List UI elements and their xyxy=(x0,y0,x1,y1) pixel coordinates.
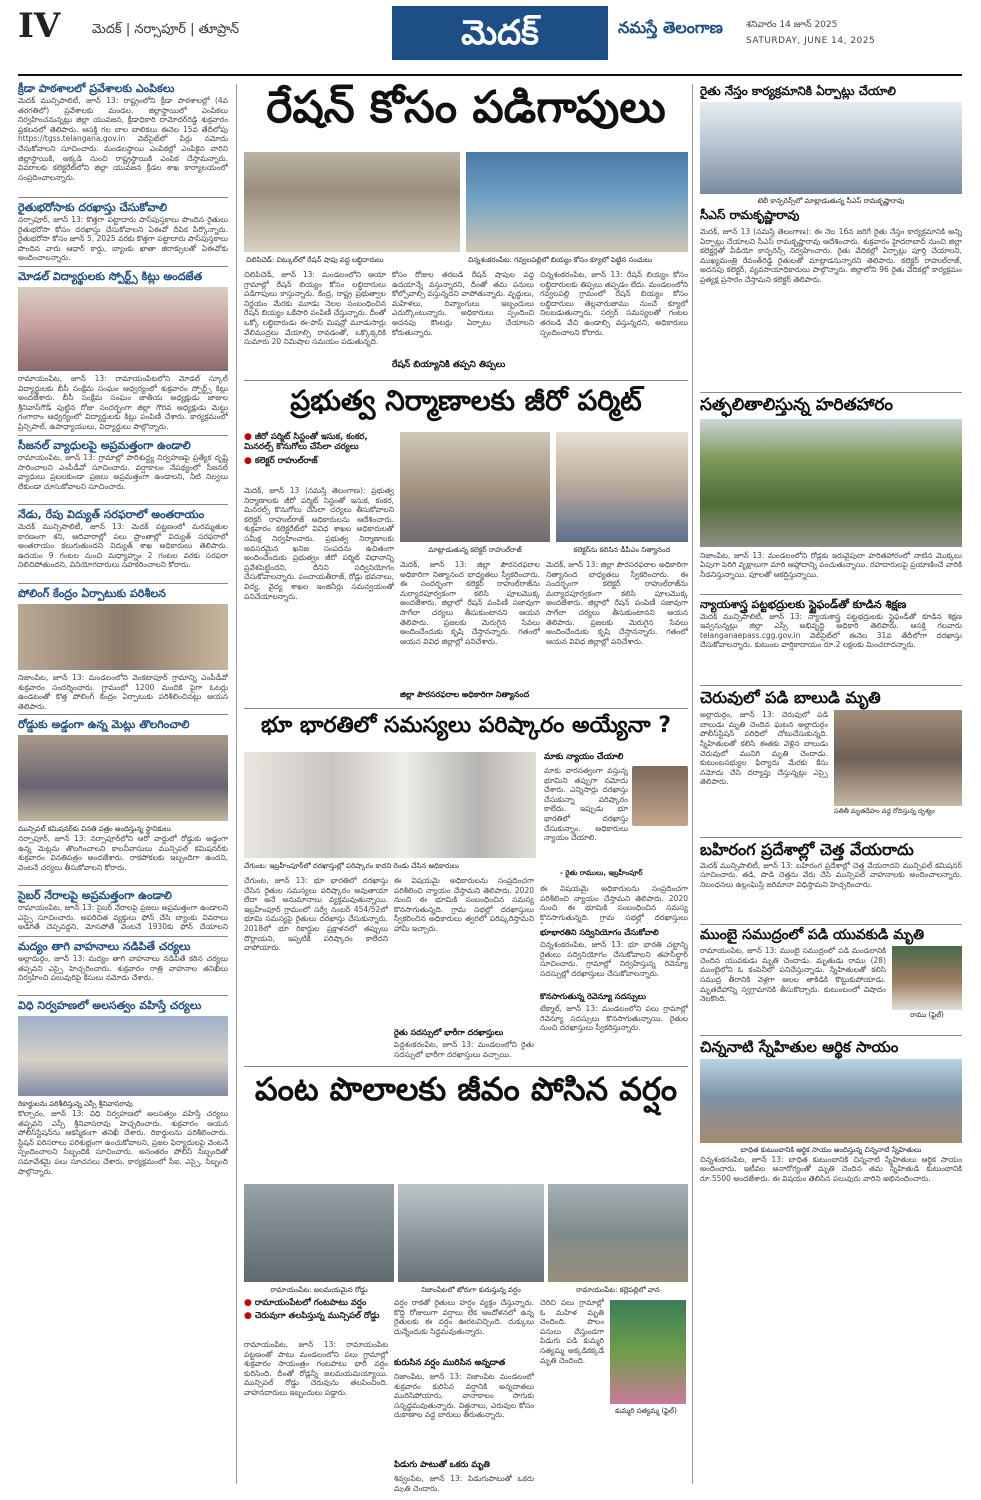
bhu-text-5: పెద్దశంకరంపేట, జూన్ 13: మండలంలోని రైతు సదస్సులో భారీగా దరఖాస్తులు వచ్చాయి. xyxy=(394,1040,534,1059)
brief-text: నర్సాపూర్, జూన్ 13: నర్సాపూర్‌లోని ఆరో వార్డులో రోడ్డుకు అడ్డంగా ఉన్న మెట్లను తొలగించాలని కాలనీవాసులు మున్సిపల్ కమిషనర్‌కు శుక్రవారం వినతిపత్రం అందజేశారు. రాకపోకలకు ఇబ్బందిగా ఉందని, వెంటనే చర్యలు తీసుకోవాలని కోరారు. xyxy=(18,834,228,872)
zero-permit-headline: ప్రభుత్వ నిర్మాణాలకు జీరో పర్మిట్ xyxy=(290,384,642,417)
separator xyxy=(18,504,228,505)
ration-caption-1: చిలిపిచెడ్: చిట్కుల్‌లో రేషన్ షాపు వద్ద లబ్ధిదారులు xyxy=(246,256,384,264)
brief-text: కొల్చారం, జూన్ 13: విధి నిర్వహణలో అలసత్వం వహిస్తే చర్యలు తప్పవని ఎస్పీ శ్రీనివాసరావు హెచ్చరించారు. శుక్రవారం ఆయన పోలీస్‌స్టేషన్‌ను ఆకస్మికంగా తనిఖీ చేశారు. రికార్డులను పరిశీలించారు. స్టేషన్ పరిసరాలు పరిశుభ్రంగా ఉంచుకోవాలని, ప్రజల ఫిర్యాదులపై వెంటనే స్పందించాలని సిబ్బందికి సూచించారు. అనంతరం పోలీస్ సిబ్బందితో సమావేశమై పలు సూచనలు చేశారు. కార్యక్రమంలో సీఐ, ఎస్సై, సిబ్బంది పాల్గొన్నారు. xyxy=(18,1109,228,1176)
rain-photo-3 xyxy=(548,1184,688,1282)
satyamma-caption: కుమ్మరి సత్యమ్మ (ఫైల్) xyxy=(615,1407,677,1415)
bullet-point xyxy=(244,1298,388,1308)
bullet-text: కలెక్టర్ రాహుల్‌రాజ్ xyxy=(254,456,318,466)
rain-headline: పంట పొలాలకు జీవం పోసిన వర్షం xyxy=(254,1070,678,1108)
page-number: IV xyxy=(18,6,61,46)
rain-text-4: చెరిచి పలు గ్రామాల్లో ఓ మహిళ మృతి చెందింది. పొలం పనులు చేస్తుండగా పిడుగు పడి కుమ్మరి సత్యమ్మ అక్కడికక్కడే మృతి చెందింది. xyxy=(540,1298,604,1365)
mumbai-text: రామాయంపేట, జూన్ 13: ముంబై సముద్రంలో పడి మండలానికి చెందిన యువకుడు మృతి చెందాడు. మృతుడు రాము (28) ముంబైలోని ఓ కంపెనీలో పనిచేస్తున్నాడు. స్నేహితులతో కలిసి సముద్ర తీరానికి వెళ్లగా అలల తాకిడికి కొట్టుకుపోయాడు. మృతదేహాన్ని స్వగ్రామానికి తీసుకొచ్చారు. కుటుంబంలో విషాదం నెలకొంది. xyxy=(700,946,886,1004)
rain-subhead-4: పిడుగు పాటుతో ఒకరు మృతి xyxy=(394,1460,490,1470)
separator xyxy=(18,714,228,715)
bhu-subhead-2: కొనసాగుతున్న రెవెన్యూ సదస్సులు xyxy=(540,992,646,1001)
left-briefs xyxy=(18,82,228,1243)
bhu-text-1: చేగుంట, జూన్ 13: భూ భారతిలో దరఖాస్తు చేసిన రైతుల సమస్యలు పరిష్కారం అవుతాయా లేదా అనే అనుమానాలు వ్యక్తమవుతున్నాయి. ఇబ్రహీంపూర్ గ్రామంలో సర్వే నంబర్ 454/52లో భూమి సమస్యపై రైతులు దరఖాస్తు చేసుకున్నారు. 2018లో భూ రికార్డుల ప్రక్షాళనలో తప్పులు దొర్లాయని, ఇప్పటికీ పరిష్కారం కాలేదని వాపోయారు. xyxy=(244,876,388,953)
separator xyxy=(700,594,962,595)
cs-subhead: సీఎస్ రామకృష్ణారావు xyxy=(700,208,800,222)
bhu-subhead-1: భూభారతిని సద్వినియోగం చేసుకోవాలి xyxy=(540,928,659,937)
sneha-headline: చిన్ననాటి స్నేహితుల ఆర్థిక సాయం xyxy=(700,1038,899,1057)
brief-text: రామాయంపేట, జూన్ 13: గ్రామాల్లో పారిశుద్ధ్య నిర్వహణపై ప్రత్యేక దృష్టి సారించాలని ఎంపీడీవో సూచించారు. వర్షాకాలం నేపథ్యంలో సీజనల్ వ్యాధులు ప్రబలకుండా ప్రజలు అప్రమత్తంగా ఉండాలని, నీటి నిల్వలు లేకుండా చూసుకోవాలని సూచించారు. xyxy=(18,453,228,491)
separator xyxy=(700,837,962,838)
separator xyxy=(18,197,228,198)
documents-caption: చేగుంట: ఇబ్రహీంపూర్‌లో దరఖాస్తుల్లో పరిష్కారం కాదని రెండు చేసిన అధికారులు xyxy=(244,862,460,870)
separator xyxy=(18,885,228,886)
rain-text-2: వర్షం రాకతో రైతులు హర్షం వ్యక్తం చేస్తున్నారు. కొద్ది రోజులుగా వర్షాలు లేక ఆందోళనలో ఉన్న రైతులకు ఈ వర్షం ఊరటనిచ్చింది. దుక్కులు దున్నేందుకు సిద్ధమవుతున్నారు. xyxy=(394,1298,534,1336)
bullet-icon: ● xyxy=(244,456,252,466)
separator xyxy=(18,936,228,937)
bhu-text-2b: ఈ విషయమై అధికారులను సంప్రదించగా పరిశీలించి న్యాయం చేస్తామని తెలిపారు. 2020 నుంచి ఈ భూమికి సంబంధించిన సమస్య కొనసాగుతున్నది. గ్రామ సభల్లో దరఖాస్తులు xyxy=(540,884,688,922)
date-english: SATURDAY, JUNE 14, 2025 xyxy=(746,36,876,46)
brief-title: రైతుభరోసాకు దరఖాస్తు చేసుకోవాలి xyxy=(18,201,168,214)
dpm-photo xyxy=(556,432,688,542)
brief-text: మెదక్ మున్సిపాలిటీ, జూన్ 13: మెదక్ పట్టణంలో మరమ్మతుల కారణంగా శని, ఆదివారాల్లో పలు ప్రాంతాల్లో విద్యుత్ సరఫరాలో అంతరాయం కలుగుతుందని విద్యుత్ శాఖ అధికారులు తెలిపారు. ఉదయం 9 గంటల నుంచి మధ్యాహ్నం 2 గంటల వరకు సరఫరా నిలిచిపోతుందని, వినియోగదారులు సహకరించాలని కోరారు. xyxy=(18,522,228,570)
column-divider-left xyxy=(236,84,237,1484)
ration-subhead: రేషన్ బియ్యానికి తప్పని తిప్పలు xyxy=(392,360,506,370)
rain-photo-2 xyxy=(398,1184,544,1282)
brief-title: సైబర్ నేరాలపై అప్రమత్తంగా ఉండాలి xyxy=(18,889,172,902)
cheru-text: అల్లాదుర్గం, జూన్ 13: చెరువులో పడి బాలుడు మృతి చెందిన ఘటన అల్లాదుర్గం పోలీస్‌స్టేషన్ పరిధిలో చోటుచేసుకున్నది. స్నేహితులతో కలిసి ఈతకు వెళ్లిన బాలుడు చెరువులో మునిగి మృతి చెందాడు. కుటుంబసభ్యుల ఫిర్యాదు మేరకు కేసు నమోదు చేసి దర్యాప్తు చేస్తున్నట్లు ఎస్సై తెలిపారు. xyxy=(700,710,828,787)
rain-text-5: శివ్వంపేట, జూన్ 13: పిడుగుపాటుతో ఒకరు మృతి చెందారు. xyxy=(394,1474,534,1492)
rain-text-1: రామాయంపేట, జూన్ 13: రామాయంపేట పట్టణంతో పాటు మండలంలోని పలు గ్రామాల్లో శుక్రవారం సాయంత్రం గంటపాటు భారీ వర్షం కురిసింది. దీంతో రోడ్లన్నీ జలమయమయ్యాయి. మున్సిపల్ రోడ్డు చెరువును తలపించింది. వాహనదారులు ఇబ్బందులు పడ్డారు. xyxy=(244,1340,388,1397)
collector-photo xyxy=(400,432,550,542)
documents-photo xyxy=(244,752,536,858)
column-divider-right xyxy=(692,84,693,1484)
rythu-text: మెదక్, జూన్ 13 (నమస్తే తెలంగాణ): ఈ నెల 16న జరిగే రైతు నేస్తం కార్యక్రమానికి అన్ని ఏర్పాట్లు చేయాలని సీఎస్ రామకృష్ణారావు ఆదేశించారు. శుక్రవారం హైదరాబాద్ నుంచి జిల్లా కలెక్టర్లతో వీడియో కాన్ఫరెన్స్ నిర్వహించారు. రైతు వేదికల్లో ఏర్పాట్లు పూర్తి చేయాలని, ముఖ్యమంత్రి రేవంత్‌రెడ్డి రైతులతో మాట్లాడనున్నారని తెలిపారు. కలెక్టర్ రాహుల్‌రాజ్, అదనపు కలెక్టర్, వ్యవసాయాధికారులు పాల్గొన్నారు. జిల్లాలోని 96 రైతు వేదికల్లో కార్యక్రమం ప్రత్యక్ష ప్రసారం చేస్తామని కలెక్టర్ తెలిపారు. xyxy=(700,227,962,284)
zero-text-1: మెదక్, జూన్ 13 (నమస్తే తెలంగాణ): ప్రభుత్వ నిర్మాణాలకు జీరో పర్మిట్ సిస్టంతో ఇసుక, కంకర, మినరల్స్ కొనుగోలు చేసేలా చర్యలు తీసుకోవాలని కలెక్టర్ రాహుల్‌రాజ్ అధికారులను ఆదేశించారు. శుక్రవారం కలెక్టరేట్‌లో వివిధ శాఖల అధికారులతో సమీక్ష నిర్వహించారు. ప్రభుత్వ నిర్మాణాలకు అవసరమైన ఖనిజ సంపదను ఉచితంగా అందించేందుకు ప్రభుత్వం జీరో పర్మిట్ విధానాన్ని ప్రవేశపెట్టిందని, దీనిని సద్వినియోగం చేసుకోవాలన్నారు. పంచాయతీరాజ్, రోడ్లు భవనాలు, విద్య, వైద్య శాఖల ఇంజినీర్లు సమన్వయంతో పనిచేయాలన్నారు. xyxy=(244,486,394,601)
ramu-photo xyxy=(892,946,962,1010)
zero-bullets xyxy=(244,432,396,466)
cs-caption: టెలీ కాన్ఫరెన్స్‌లో మాట్లాడుతున్న సీఎస్ రామకృష్ణారావు xyxy=(757,197,905,205)
cheru-photo-wrap xyxy=(834,710,962,834)
bullet-icon: ● xyxy=(244,1311,252,1321)
bhu-text-4: టేక్మాల్, జూన్ 13: మండలంలోని పలు గ్రామాల్లో రెవెన్యూ సదస్సులు కొనసాగుతున్నాయి. రైతుల నుంచి దరఖాస్తులు స్వీకరిస్తున్నారు. xyxy=(540,1004,688,1033)
nyaya-headline: న్యాయశాస్త్ర పట్టభద్రులకు స్టైఫండ్‌తో కూడిన శిక్షణ xyxy=(700,597,907,611)
brief-text: రామాయంపేట, జూన్ 13: సైబర్ నేరాలపై ప్రజలు అప్రమత్తంగా ఉండాలని ఎస్సై సూచించారు. అపరిచిత వ్యక్తులు ఫోన్ చేసి బ్యాంకు వివరాలు అడిగితే చెప్పవద్దని, మోసపోతే వెంటనే 1930కు ఫోన్ చేయాలని xyxy=(18,903,228,932)
haritha-text: నిజాంపేట, జూన్ 13: మండలంలోని రోడ్లకు ఇరువైపులా హరితహారంలో నాటిన మొక్కలు ఏపుగా పెరిగి వృక్షాలుగా మారి ఆహ్లాదాన్ని పంచుతున్నాయి. రహదారులపై ప్రయాణించే వారికి నీడనిస్తున్నాయి. పూలతో ఆకర్షిస్తున్నాయి. xyxy=(700,550,962,579)
zero-text-3: మెదక్, జూన్ 13: జిల్లా పౌరసరఫరాల అధికారిగా నిత్యానంద బాధ్యతలు స్వీకరించారు. ఈ సందర్భంగా కలెక్టర్ రాహుల్‌రాజ్‌ను మర్యాదపూర్వకంగా కలిసి పూలమొక్క అందజేశారు. జిల్లాలో రేషన్ పంపిణీ సజావుగా సాగేలా చర్యలు తీసుకుంటానని ఆయన తెలిపారు. ప్రజలకు మెరుగైన సేవలు అందించేందుకు కృషి చేస్తానన్నారు. గతంలో ఆయన వివిధ జిల్లాల్లో పనిచేశారు. xyxy=(546,560,688,646)
quote-text: మాకు వారసత్వంగా వస్తున్న భూమిని తప్పుగా నమోదు చేశారు. ఎన్నిసార్లు దరఖాస్తు చేసుకున్నా పరిష్కారం కాలేదు. ఇప్పుడు భూ భారతిలో దరఖాస్తు చేసుకున్నాం. అధికారులు న్యాయం చేయాలి. xyxy=(544,766,628,843)
dpm-caption: కలెక్టర్‌ను కలిసిన డీపీఎం నిత్యానంద xyxy=(573,546,671,554)
quote-byline: - రైతు రాములు, ఇబ్రహీంపూర్ xyxy=(560,869,643,877)
ramu-caption: రాము (ఫైల్) xyxy=(910,1011,944,1020)
rain-caption-1: రామాయంపేట: జలమయమైన రోడ్డు xyxy=(270,1286,368,1294)
brief-title: సీజనల్ వ్యాధులపై అప్రమత్తంగా ఉండాలి xyxy=(18,439,191,452)
brief-title: పోలింగ్ కేంద్రం ఏర్పాటుకు పరిశీలన xyxy=(18,587,166,600)
ration-headline: రేషన్ కోసం పడిగాపులు xyxy=(266,82,666,133)
separator xyxy=(18,435,228,436)
edition-banner: మెదక్ xyxy=(392,6,608,60)
rain-subhead-3: కురుసిన వర్షం మురిసిన అన్నదాత xyxy=(394,1358,506,1368)
brief-title: మద్యం తాగి వాహనాలు నడిపితే చర్యలు xyxy=(18,940,191,953)
sneha-text: చిన్నశంకరంపేట, జూన్ 13: బాధిత కుటుంబానికి చిన్ననాటి స్నేహితులు ఆర్థిక సాయం అందించారు. ఇటీవల అనారోగ్యంతో మృతి చెందిన తమ స్నేహితుడి కుటుంబానికి రూ.5500 అందజేశారు. ఈ విషయం తెలిసిన పలువురు వారిని అభినందించారు. xyxy=(700,1154,962,1183)
bullet-text: జీరో పర్మిట్ సిస్టంతో ఇసుక, కంకర, మినరల్స్ కొనుగోలు చేసేలా చర్యలు xyxy=(244,432,368,452)
separator xyxy=(700,1035,962,1036)
bullet-point xyxy=(244,456,396,466)
sp-photo xyxy=(18,1016,228,1096)
ration-photo-1 xyxy=(244,152,460,252)
separator xyxy=(244,1066,688,1067)
cs-photo xyxy=(700,102,962,194)
photo-caption: మున్సిపల్ కమిషనర్‌కు వినతి పత్రం అందిస్తున్న స్థానికులు xyxy=(18,825,171,833)
friends-caption: బాధిత కుటుంబానికి ఆర్థిక సాయం అందిస్తున్న చిన్ననాటి స్నేహితులు xyxy=(740,1145,922,1154)
petition-photo xyxy=(18,735,228,821)
brief-text: రామాయంపేట, జూన్ 13: రామాయంపేటలోని మోడల్ స్కూల్ విద్యార్థులకు బీసీ సంక్షేమ సంఘం ఆధ్వర్యంలో శుక్రవారం స్పోర్ట్స్ కిట్లు అందజేశారు. బీసీ సంక్షేమ సంఘం జాతీయ అధ్యక్షుడు జాజుల శ్రీనివాస్‌గౌడ్ పుట్టిన రోజు సందర్భంగా జిల్లా గౌరవ అధ్యక్షుడు మెట్టు గంగారాం ఆధ్వర్యంలో విద్యార్థులకు కిట్లు పంపిణీ చేశారు. కార్యక్రమంలో ప్రిన్సిపాల్, ఉపాధ్యాయులు, విద్యార్థులు పాల్గొన్నారు. xyxy=(18,374,228,431)
cheru-headline: చెరువులో పడి బాలుడి మృతి xyxy=(700,687,881,707)
ration-text-3: చిన్నశంకరంపేట, జూన్ 13: రేషన్ బియ్యం కోసం లబ్ధిదారులకు తిప్పలు తప్పడం లేదు. మండలంలోని గవ్వలపల్లి గ్రామంలో రేషన్ బియ్యం కోసం లబ్ధిదారులు తెల్లవారుజాము నుంచే క్యూలో నిలబడుతున్నారు. సర్వర్ సమస్యలతో గంటల తరబడి వేచి ఉండాల్సి వస్తున్నదని, అధికారులు స్పందించాలని కోరారు. xyxy=(540,270,688,337)
brief-text: నర్సాపూర్, జూన్ 13: కొత్తగా పట్టాదారు పాస్‌పుస్తకాలు పొందిన రైతులు రైతుభరోసా కోసం దరఖాస్తు చేసుకోవాలని ఏఈవో దీపిక పేర్కొన్నారు. రైతుభరోసా కోసం జూన్ 5, 2025 వరకు కొత్తగా పట్టాదారు పాస్‌పుస్తకాలు పొందిన వారు ఆధార్ కార్డు, బ్యాంకు ఖాతా జిరాక్సులతో ఏఈవోకు అందించాలన్నారు. xyxy=(18,215,228,263)
bahi-text: మెదక్ మున్సిపాలిటీ, జూన్ 13: బహిరంగ ప్రదేశాల్లో చెత్త వేయరాదని మున్సిపల్ కమిషనర్ సూచించారు. తడి, పొడి చెత్తను వేరు చేసి మున్సిపల్ వాహనాలకు అందించాలన్నారు. నిబంధనలు ఉల్లంఘిస్తే జరిమానా విధిస్తామని హెచ్చరించారు. xyxy=(700,860,962,890)
separator xyxy=(244,708,688,709)
brief-title: క్రీడా పాఠశాలలో ప్రవేశాలకు ఎంపికలు xyxy=(18,82,175,95)
bahi-headline: బహిరంగ ప్రదేశాల్లో చెత్త వేయరాదు xyxy=(700,840,914,860)
rain-caption-3: రామాయంపేట: కల్లెపల్లిలో వాన xyxy=(576,1286,660,1294)
cheru-caption: పతితీ మృతదేహం వద్ద రోదిస్తున్న దృశ్యం xyxy=(834,807,935,816)
separator xyxy=(18,583,228,584)
brief-text: అల్లాదుర్గం, జూన్ 13: మద్యం తాగి వాహనాలు నడిపితే కఠిన చర్యలు తప్పవని ఎస్సై హెచ్చరించారు. శుక్రవారం రాత్రి వాహనాల తనిఖీలు నిర్వహించి పలువురిపై కేసులు నమోదు చేశారు. xyxy=(18,954,228,983)
collector-caption: మాట్లాడుతున్న కలెక్టర్ రాహుల్‌రాజ్ xyxy=(428,546,522,554)
rain-caption-2: నిజాంపేటలో జోరుగా కురుస్తున్న వర్షం xyxy=(421,1286,521,1294)
mumbai-photo-wrap xyxy=(892,946,962,1032)
header-rule xyxy=(18,74,962,76)
rain-text-3: నిజాంపేట, జూన్ 13: నిజాంపేట మండలంలో శుక్రవారం కురిసిన వర్షానికి అన్నదాతలు మురిసిపోయారు. వానాకాలం సాగుకు సన్నద్ధమవుతున్నారు. విత్తనాలు, ఎరువుల కోసం దుకాణాల వద్ద బారులు తీరుతున్నారు. xyxy=(394,1372,534,1420)
bullet-point xyxy=(244,432,396,452)
separator xyxy=(18,995,228,996)
location-line: మెదక్ | నర్సాపూర్ | తూప్రాన్ xyxy=(92,22,240,37)
brief-text: మెదక్ మున్సిపాలిటీ, జూన్ 13: రాష్ట్రంలోని క్రీడా పాఠశాలల్లో (4వ తరగతిలో) ప్రవేశాలకు మండల, జిల్లాస్థాయిలో ఎంపికలు నిర్వహించనున్నట్లు జిల్లా యువజన, క్రీడాధికారి దామోదర్‌రెడ్డి శుక్రవారం ప్రకటనలో తెలిపారు. ఆసక్తి గల బాల బాలికలు ఈనెల 15వ తేదీలోపు https://tgss.telangana.gov.in వెబ్‌సైట్‌లో పేర్లు నమోదు చేసుకోవాలని సూచించారు. మండలస్థాయి ఎంపికల్లో ఎంపికైన వారిని జిల్లాస్థాయికి, అక్కడి నుంచి రాష్ట్రస్థాయికి ఎంపిక చేస్తామన్నారు. వివరాలకు కలెక్టరేట్‌లోని జిల్లా యువజన క్రీడల శాఖ కార్యాలయంలో సంప్రదించాలన్నారు. xyxy=(18,96,228,182)
bullet-text: రామాయంపేటలో గంటపాటు వర్షం xyxy=(254,1298,367,1308)
greenery-photo xyxy=(700,419,962,547)
rythu-headline: రైతు నేస్తం కార్యక్రమానికి ఏర్పాట్లు చేయాలి xyxy=(700,84,896,98)
mumbai-headline: ముంబై సముద్రంలో పడి యువకుడి మృతి xyxy=(700,926,925,943)
brief-text: నిజాంపేట, జూన్ 13: మండలంలోని వెంకటాపూర్ గ్రామాన్ని ఎంపీడీవో శుక్రవారం సందర్శించారు. గ్రామంలో 1200 మందికి పైగా ఓటర్లు ఉండటంతో కొత్త పోలింగ్ కేంద్రం ఏర్పాటుకు పరిశీలించినట్లు ఆయన తెలిపారు. xyxy=(18,673,228,711)
brief-title: నేడు, రేపు విద్యుత్ సరఫరాలో అంతరాయం xyxy=(18,508,205,521)
separator xyxy=(700,392,962,393)
cheru-block xyxy=(700,710,962,834)
zero-text-2: మెదక్, జూన్ 13: జిల్లా పౌరసరఫరాల అధికారిగా నిత్యానంద బాధ్యతలు స్వీకరించారు. ఈ సందర్భంగా కలెక్టర్ రాహుల్‌రాజ్‌ను మర్యాదపూర్వకంగా కలిసి పూలమొక్క అందజేశారు. జిల్లాలో రేషన్ పంపిణీ సజావుగా సాగేలా చర్యలు తీసుకుంటానని ఆయన తెలిపారు. ప్రజలకు మెరుగైన సేవలు అందించేందుకు కృషి చేస్తానన్నారు. గతంలో ఆయన వివిధ జిల్లాల్లో పనిచేశారు. xyxy=(400,560,540,646)
separator xyxy=(700,924,962,925)
date-telugu: శనివారం 14 జూన్ 2025 xyxy=(746,20,838,30)
brief-title: రోడ్డుకు అడ్డంగా ఉన్న మెట్లు తొలగించాలి xyxy=(18,718,190,731)
bhu-text-3: చిన్నశంకరంపేట, జూన్ 13: భూ భారతి చట్టాన్ని రైతులు సద్వినియోగం చేసుకోవాలని తహసీల్దార్ సూచించారు. గ్రామాల్లో నిర్వహిస్తున్న రెవెన్యూ సదస్సుల్లో దరఖాస్తులు చేసుకోవాలన్నారు. xyxy=(540,940,688,978)
nyaya-text: మెదక్ మున్సిపాలిటీ, జూన్ 13: న్యాయశాస్త్ర పట్టభద్రులకు స్టైఫండ్‌తో కూడిన శిక్షణ ఇవ్వనున్నట్లు జిల్లా ఎస్సీ అభివృద్ధి అధికారి తెలిపారు. ఆసక్తి గలవారు telanganaepass.cgg.gov.in వెబ్‌సైట్‌లో ఈనెల 31వ తేదీలోగా దరఖాస్తు చేసుకోవాలన్నారు. కుటుంబ వార్షికాదాయం రూ.2 లక్షలకు మించరాదన్నారు. xyxy=(700,611,962,650)
rain-subheads xyxy=(244,1298,388,1321)
zero-subhead: జిల్లా పౌరసరఫరాల అధికారిగా నిత్యానంద xyxy=(400,690,530,699)
separator xyxy=(700,685,962,686)
cheru-photo xyxy=(834,710,962,806)
haritha-headline: సత్ఫలితాలిస్తున్న హరితహారం xyxy=(700,395,894,415)
brand-name: నమస్తే తెలంగాణ xyxy=(618,18,723,37)
bullet-text: చెరువుగా తలపిస్తున్న మున్సిపల్ రోడ్డు xyxy=(254,1311,380,1321)
bullet-icon: ● xyxy=(244,1298,252,1308)
bhu-headline: భూ భారతిలో సమస్యలు పరిష్కారం అయ్యేనా ? xyxy=(260,713,672,738)
ration-photo-2 xyxy=(466,152,688,252)
quote-heading: మాకు న్యాయం చేయాలి xyxy=(544,752,624,762)
rain-photo-1 xyxy=(244,1184,394,1282)
separator xyxy=(244,380,688,381)
friends-photo xyxy=(700,1059,962,1143)
ration-text-1: చిలిపిచెడ్, జూన్ 13: మండలంలోని ఆయా గ్రామాల్లో రేషన్ బియ్యం కోసం లబ్ధిదారులు పడిగాపులు కాస్తున్నారు. కేంద్ర, రాష్ట్ర ప్రభుత్వాల నిర్ణయం మేరకు మూడు నెలల సంబంధించిన రేషన్ బియ్యం ఒకేసారి పంపిణీ చేస్తున్నారు. దీంతో ఒక్కో లబ్ధిదారుడు ఈ-పాస్ మిషన్లో మూడుసార్లు వేలిముద్రలు వేయాల్సి రావడంతో, ఒక్కొక్కరికి సుమారు 20 నిమిషాల సమయం పడుతున్నది. xyxy=(244,270,386,347)
right-column xyxy=(700,84,962,1185)
bullet-point xyxy=(244,1311,388,1321)
polling-photo xyxy=(18,604,228,670)
satyamma-photo xyxy=(610,1300,686,1404)
students-photo xyxy=(18,287,228,371)
bhu-text-2: ఈ విషయమై అధికారులను సంప్రదించగా పరిశీలించి న్యాయం చేస్తామని తెలిపారు. 2020 నుంచి ఈ భూమికి సంబంధించిన సమస్య కొనసాగుతున్నది. గ్రామ సభల్లో దరఖాస్తులు స్వీకరించిన అధికారులు త్వరలో పరిష్కరిస్తామని హామీ ఇచ్చారు. xyxy=(394,876,534,933)
brief-title: మోడల్ విద్యార్థులకు స్పోర్ట్స్ కిట్లు అందజేత xyxy=(18,270,203,283)
bhu-subhead-3: రైతు సదస్సులో భారీగా దరఖాస్తులు xyxy=(394,1028,504,1037)
brief-title: విధి నిర్వహణలో అలసత్వం వహిస్తే చర్యలు xyxy=(18,999,202,1012)
ration-caption-2: చిన్నశంకరంపేట: గవ్వలపల్లిలో బియ్యం కోసం క్యూలో పెట్టిన సంచులు xyxy=(468,256,653,264)
farmer-portrait xyxy=(632,766,688,826)
photo-caption: రికార్డులను పరిశీలిస్తున్న ఎస్పీ శ్రీనివాసరావు xyxy=(18,1100,133,1108)
mumbai-block xyxy=(700,946,962,1032)
separator xyxy=(18,266,228,267)
ration-text-2: కోసం రోజుల తరబడి రేషన్ షాపుల వద్ద ఉదయాన్నే వస్తున్నారని, దీంతో తమ పనులు కోల్పోవాల్సి వస్తున్నదని వాపోతున్నారు. వృద్ధులు, మహిళలు, దివ్యాంగులు ఇబ్బందులు ఎదుర్కొంటున్నారు. అధికారులు స్పందించి అదనపు కౌంటర్లు ఏర్పాటు చేయాలని కోరుతున్నారు. xyxy=(392,270,534,337)
bullet-icon: ● xyxy=(244,432,252,442)
